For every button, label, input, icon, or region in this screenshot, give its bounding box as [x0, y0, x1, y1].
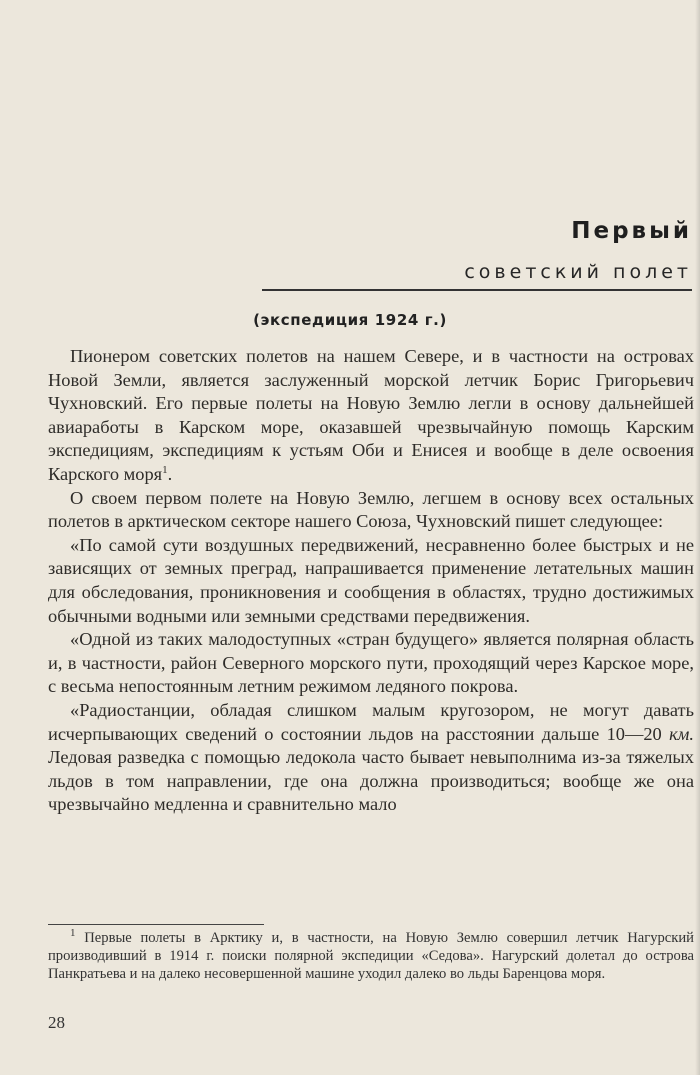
page-number: 28: [48, 1013, 65, 1032]
paragraph-4: «Одной из таких малодоступных «стран будущего» является полярная область и, в частности, район Северного морского пути, проходящий через Карское море, с весьма непостоянным летним режимом ледяного покрова.: [48, 629, 694, 697]
main-text: [48, 345, 694, 817]
chapter-subtitle: (экспедиция 1924 г.): [253, 311, 447, 329]
paragraph-5: [48, 699, 694, 817]
paragraph-5-text-b: Ледовая разведка с помощью ледокола часто бывает невыполнима из-за тяжелых льдов в том направлении, где она должна производиться; вообще же она чрезвычайно медленна и сравнительно мало: [48, 747, 694, 815]
paragraph-5-text-a: «Радиостанции, обладая слишком малым кругозором, не могут давать исчерпывающих сведений о состоянии льдов на расстоянии дальше 10—20: [48, 699, 694, 744]
chapter-title: Первый: [571, 218, 692, 244]
footnote-reference: 1: [162, 463, 168, 476]
unit-km: км.: [669, 723, 694, 744]
title-rule: [262, 289, 692, 291]
chapter-title-line2: советский полет: [464, 261, 692, 283]
footnote-marker: 1: [70, 927, 76, 940]
page-edge: [695, 0, 700, 1075]
paragraph-1-end: .: [167, 463, 173, 484]
paragraph-3: «По самой сути воздушных передвижений, несравненно более быстрых и не зависящих от земных преград, напрашивается применение летательных машин для обследования, проникновения и сообщения в областях, трудно достижимых обычными водными или земными средствами передвижения.: [48, 534, 694, 626]
paragraph-1: [48, 345, 694, 487]
footnote: [48, 927, 694, 983]
paragraph-1-text: Пионером советских полетов на нашем Севере, и в частности на островах Новой Земли, является заслуженный морской летчик Борис Григорьевич Чухновский. Его первые полеты на Новую Землю легли в основу дальнейшей авиаработы в Карском море, оказавшей чрезвычайную помощь Карским экспедициям, экспедициям к устьям Оби и Енисея и вообще в деле освоения Карского моря: [48, 346, 694, 484]
footnote-text: Первые полеты в Арктику и, в частности, на Новую Землю совершил летчик Нагурский производивший в 1914 г. поиски полярной экспедиции «Седова». Нагурский долетал до острова Панкратьева и на далеко несовершенной машине уходил далеко во льды Баренцова моря.: [48, 930, 694, 982]
paragraph-2: О своем первом полете на Новую Землю, легшем в основу всех остальных полетов в арктическом секторе нашего Союза, Чухновский пишет следующее:: [48, 487, 694, 532]
footnote-paragraph: [48, 927, 694, 983]
footnote-rule: [48, 924, 264, 925]
